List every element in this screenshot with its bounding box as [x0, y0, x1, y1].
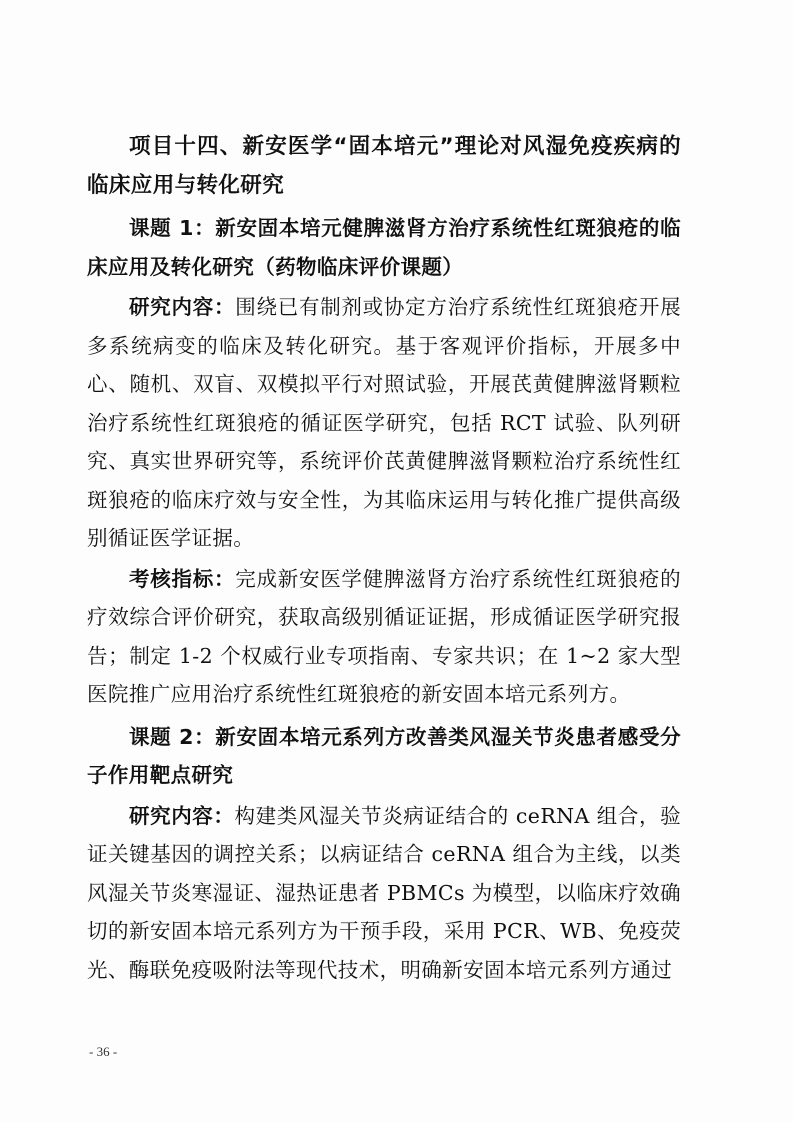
topic2-research-paragraph [87, 797, 681, 990]
topic2-research-text: 构建类风湿关节炎病证结合的 ceRNA 组合，验证关键基因的调控关系；以病证结合 ceRNA 组合为主线，以类风湿关节炎寒湿证、湿热证患者 PBMCs 为模型，以临床疗效确切的新安固本培元系列方为干预手段，采用 PCR、WB、免疫荧光、酶联免疫吸附法等现代技术，明确新安固本培元系列方通过 [87, 803, 682, 982]
page-number: - 36 - [89, 1044, 118, 1059]
topic1-heading: 课题 1：新安固本培元健脾滋肾方治疗系统性红斑狼疮的临床应用及转化研究（药物临床评价课题） [87, 216, 681, 279]
topic1-research-label: 研究内容： [129, 295, 236, 319]
topic1-assessment-label: 考核指标： [129, 566, 236, 591]
project-title: 项目十四、新安医学“固本培元”理论对风湿免疫疾病的临床应用与转化研究 [87, 134, 681, 198]
topic2-research-label: 研究内容： [129, 803, 235, 828]
topic1-research-paragraph [87, 288, 681, 558]
topic1-assessment-paragraph [87, 560, 681, 714]
topic1-assessment-text: 完成新安医学健脾滋肾方治疗系统性红斑狼疮的疗效综合评价研究，获取高级别循证证据，形成循证医学研究报告；制定 1-2 个权威行业专项指南、专家共识；在 1~2 家大型医院推广应用治疗系统性红斑狼疮的新安固本培元系列方。 [87, 566, 681, 706]
topic1-research-text: 围绕已有制剂或协定方治疗系统性红斑狼疮开展多系统病变的临床及转化研究。基于客观评价指标，开展多中心、随机、双盲、双模拟平行对照试验，开展芪黄健脾滋肾颗粒治疗系统性红斑狼疮的循证医学研究，包括 RCT 试验、队列研究、真实世界研究等，系统评价芪黄健脾滋肾颗粒治疗系统性红斑狼疮的临床疗效与安全性，为其临床运用与转化推广提供高级别循证医学证据。 [87, 295, 681, 550]
document-body [87, 128, 681, 989]
topic2-heading: 课题 2：新安固本培元系列方改善类风湿关节炎患者感受分子作用靶点研究 [87, 724, 681, 787]
